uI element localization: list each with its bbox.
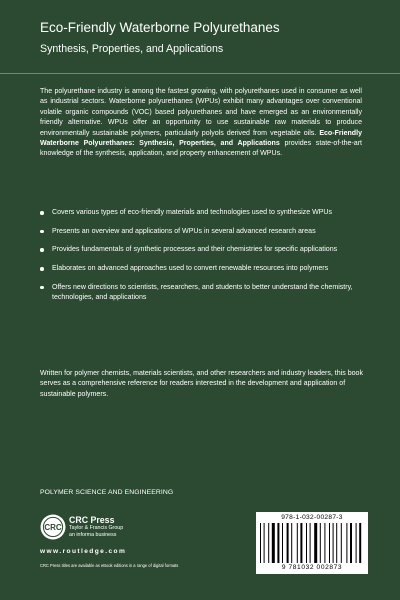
bullet-icon — [40, 286, 44, 290]
publisher-website: www.routledge.com — [40, 548, 127, 555]
list-item — [40, 227, 370, 237]
list-item — [40, 264, 370, 274]
book-title: Eco-Friendly Waterborne Polyurethanes — [40, 20, 280, 35]
list-item — [40, 245, 370, 255]
intro-text: The polyurethane industry is among the fastest growing, with polyurethanes used in consumer as well as industrial sectors. Waterborne polyurethanes (WPUs) exhibit many advantages over conventional volatile organic compounds (VOC) based polyurethanes and have emerged as an environmentally friendly alternative. WPUs offer an opportunity to use sustainable raw materials to produce environmentally sustainable polymers, particularly polyols derived from vegetable oils. — [40, 88, 362, 137]
list-item-text: Provides fundamentals of synthetic processes and their chemistries for specific applications — [52, 246, 338, 254]
publisher-group: Taylor & Francis Group — [69, 525, 124, 531]
isbn-bottom: 9 781032 002873 — [281, 564, 343, 571]
svg-text:CRC: CRC — [44, 523, 62, 532]
ebook-note: CRC Press titles are available as eBook editions in a range of digital formats — [40, 563, 179, 568]
bullet-icon — [40, 248, 44, 252]
bullet-icon — [40, 230, 44, 234]
intro-text-end: provides state-of-the-art knowledge of the synthesis, application, and property enhancement of WPUs. — [40, 140, 363, 158]
outro-paragraph: Written for polymer chemists, materials scientists, and other researchers and industry leaders, this book serves as a comprehensive reference for readers interested in the development and application of sustainable polymers. — [40, 370, 363, 398]
feature-list — [40, 208, 370, 312]
list-item-text: Presents an overview and applications of WPUs in several advanced research areas — [52, 227, 316, 235]
isbn-top: 978-1-032-00287-3 — [281, 514, 343, 521]
book-subtitle: Synthesis, Properties, and Applications — [40, 43, 224, 55]
publisher-name: CRC Press — [69, 515, 115, 525]
list-item-text: Elaborates on advanced approaches used to convert renewable resources into polymers — [52, 265, 329, 273]
divider — [0, 73, 400, 74]
bullet-icon — [40, 267, 44, 271]
barcode-bars — [260, 523, 364, 563]
publisher-business: an informa business — [69, 532, 117, 538]
list-item-text: Covers various types of eco-friendly materials and technologies used to synthesize WPUs — [52, 209, 333, 216]
intro-bold-title: Eco-Friendly Waterborne Polyurethanes: Synthesis, Properties, and Applications — [40, 129, 362, 148]
bullet-icon — [40, 211, 44, 215]
publisher-block — [69, 515, 123, 539]
list-item — [40, 208, 370, 218]
list-item-text: Offers new directions to scientists, researchers, and students to better understand the chemistry, technologies, and applications — [52, 283, 353, 302]
intro-paragraph — [40, 87, 362, 160]
series-name: POLYMER SCIENCE AND ENGINEERING — [40, 489, 174, 496]
barcode — [256, 512, 368, 574]
crc-press-logo-icon — [40, 514, 66, 540]
list-item — [40, 283, 370, 304]
